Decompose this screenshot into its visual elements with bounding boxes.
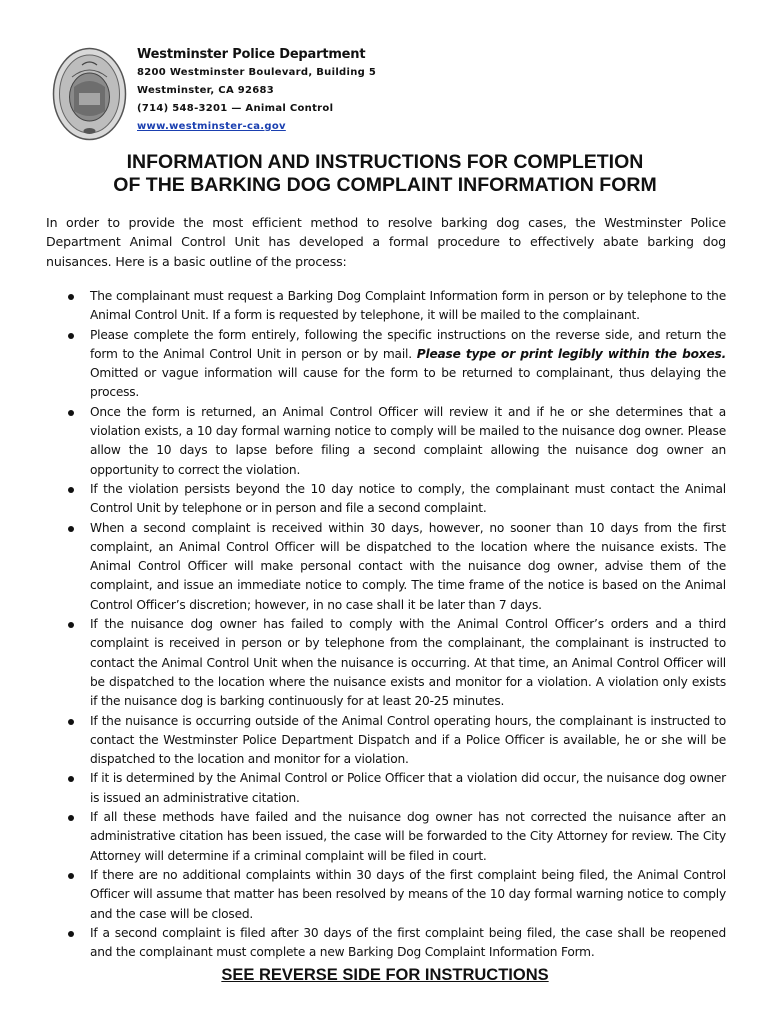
letterhead	[137, 46, 376, 136]
list-item: Once the form is returned, an Animal Control Officer will review it and if he or she determines that a violation exists, a 10 day formal warning notice to comply will be mailed to the nuisance dog owner. Please allow the 10 days to lapse before filing a second complaint allowing the nuisance dog owner an opportunity to correct the violation.	[46, 403, 726, 480]
list-item: When a second complaint is received within 30 days, however, no sooner than 10 days from the first complaint, an Animal Control Officer will be dispatched to the location where the nuisance exists. The Animal Control Officer will make personal contact with the nuisance dog owner, advise them of the complaint, and issue an immediate notice to comply. The time frame of the notice is based on the Animal Control Officer’s discretion; however, in no case shall it be later than 7 days.	[46, 519, 726, 615]
website-link[interactable]: www.westminster-ca.gov	[137, 121, 286, 132]
bullet-icon	[68, 410, 74, 416]
emphasis-text: Please type or print legibly within the boxes.	[416, 346, 727, 361]
bullet-icon	[68, 526, 74, 532]
list-item: If all these methods have failed and the nuisance dog owner has not corrected the nuisance after an administrative citation has been issued, the case will be forwarded to the City Attorney for review. The City Attorney will determine if a criminal complaint will be filed in court.	[46, 808, 726, 866]
address-line-1: 8200 Westminster Boulevard, Building 5	[137, 67, 377, 78]
list-item: Please complete the form entirely, following the specific instructions on the reverse side, and return the form to the Animal Control Unit in person or by mail. Please type or print legibly within the boxes. Omitted or vague information will cause for the form to be returned to complainant, thus delaying the process.	[46, 326, 726, 403]
phone-line: (714) 548-3201 — Animal Control	[137, 103, 334, 114]
list-item: The complainant must request a Barking Dog Complaint Information form in person or by telephone to the Animal Control Unit. If a form is requested by telephone, it will be mailed to the complainant.	[46, 287, 726, 326]
list-item: If it is determined by the Animal Control or Police Officer that a violation did occur, the nuisance dog owner is issued an administrative citation.	[46, 769, 726, 808]
bullet-icon	[68, 622, 74, 628]
process-outline-list	[46, 287, 726, 962]
address-line-2: Westminster, CA 92683	[137, 85, 275, 96]
bullet-icon	[68, 294, 74, 300]
bullet-icon	[68, 776, 74, 782]
list-item: If a second complaint is filed after 30 days of the first complaint being filed, the case shall be reopened and the complainant must complete a new Barking Dog Complaint Information Form.	[46, 924, 726, 963]
bullet-icon	[68, 487, 74, 493]
title-line-1: INFORMATION AND INSTRUCTIONS FOR COMPLETION	[126, 151, 644, 173]
document-title	[0, 151, 770, 197]
intro-paragraph: In order to provide the most efficient method to resolve barking dog cases, the Westminster Police Department Animal Control Unit has developed a formal procedure to effectively abate barking dog nuisances. Here is a basic outline of the process:	[46, 215, 726, 269]
department-name: Westminster Police Department	[137, 47, 366, 62]
title-line-2: OF THE BARKING DOG COMPLAINT INFORMATION FORM	[113, 174, 657, 196]
list-item: If the nuisance dog owner has failed to comply with the Animal Control Officer’s orders and a third complaint is received in person or by telephone from the complainant, the complainant is instructed to contact the Animal Control Unit when the nuisance is occurring. At that time, an Animal Control Officer will be dispatched to the location where the nuisance exists and monitor for a violation. A violation only exists if the nuisance dog is barking continuously for at least 20-25 minutes.	[46, 615, 726, 711]
police-badge-seal-icon	[52, 47, 127, 141]
bullet-icon	[68, 815, 74, 821]
reverse-side-notice: SEE REVERSE SIDE FOR INSTRUCTIONS	[221, 966, 549, 984]
list-item: If the violation persists beyond the 10 day notice to comply, the complainant must contact the Animal Control Unit by telephone or in person and file a second complaint.	[46, 480, 726, 519]
bullet-icon	[68, 719, 74, 725]
bullet-icon	[68, 333, 74, 339]
list-item: If the nuisance is occurring outside of the Animal Control operating hours, the complainant is instructed to contact the Westminster Police Department Dispatch and if a Police Officer is available, he or she will be dispatched to the location and monitor for a violation.	[46, 712, 726, 770]
bullet-icon	[68, 873, 74, 879]
list-item: If there are no additional complaints within 30 days of the first complaint being filed, the Animal Control Officer will assume that matter has been resolved by means of the 10 day formal warning notice to comply and the case will be closed.	[46, 866, 726, 924]
bullet-icon	[68, 931, 74, 937]
